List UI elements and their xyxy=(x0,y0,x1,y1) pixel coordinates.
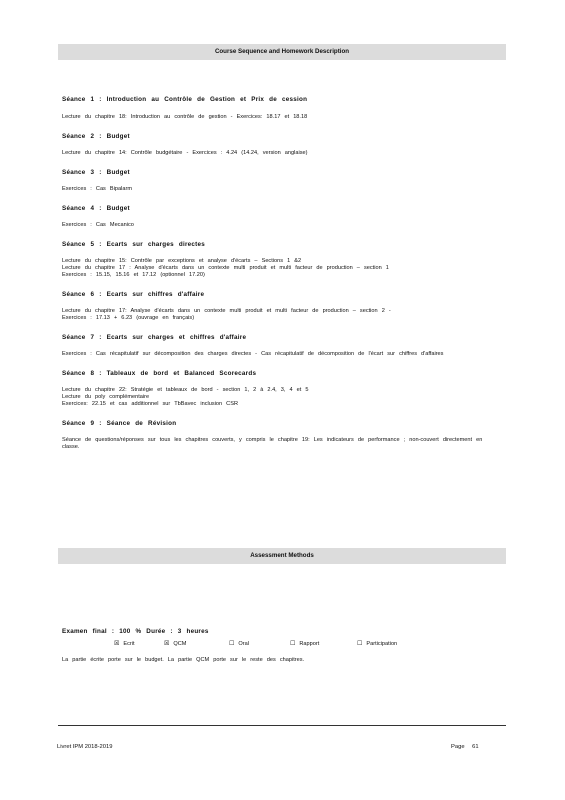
session-title: Séance 1 : Introduction au Contrôle de Gestion et Prix de cession xyxy=(62,96,308,103)
session-list xyxy=(62,96,502,463)
session-line: Lecture du chapitre 17: Analyse d'écarts dans un contexte multi produit et multi facteur de production – section 2 - xyxy=(62,308,391,314)
session-line: Lecture du chapitre 17 : Analyse d'écarts dans un contexte multi produit et multi facteur de production – section 1 xyxy=(62,265,389,271)
session-5 xyxy=(62,241,502,279)
session-line: Lecture du chapitre 15: Contrôle par exceptions et analyse d'écarts – Sections 1 &2 xyxy=(62,258,302,264)
option-ecrit[interactable] xyxy=(114,640,135,647)
checkbox-empty-icon: ☐ xyxy=(357,641,363,647)
exam-options xyxy=(62,640,502,650)
session-line: Exercices : Cas Mecanico xyxy=(62,222,134,228)
option-label: Oral xyxy=(238,641,249,647)
session-line: Exercices : Cas Bipalarm xyxy=(62,186,132,192)
session-line: Lecture du poly complémentaire xyxy=(62,394,150,400)
session-title: Séance 5 : Ecarts sur charges directes xyxy=(62,241,206,248)
session-3 xyxy=(62,169,502,193)
checkbox-empty-icon: ☐ xyxy=(290,641,296,647)
session-9 xyxy=(62,420,502,451)
exam-title: Examen final : 100 % Durée : 3 heures xyxy=(62,628,209,635)
course-sequence-header: Course Sequence and Homework Description xyxy=(58,44,506,60)
checkbox-checked-icon: ☒ xyxy=(114,641,120,647)
session-title: Séance 6 : Ecarts sur chiffres d'affaire xyxy=(62,291,205,298)
session-8 xyxy=(62,370,502,408)
session-6 xyxy=(62,291,502,322)
checkbox-checked-icon: ☒ xyxy=(164,641,170,647)
session-line: Exercices : 17.13 + 6.23 (ouvrage en français) xyxy=(62,315,195,321)
session-line: Lecture du chapitre 14: Contrôle budgétaire - Exercices : 4.24 (14.24, version anglaise) xyxy=(62,150,308,156)
session-title: Séance 9 : Séance de Révision xyxy=(62,420,177,427)
session-title: Séance 7 : Ecarts sur charges et chiffres d'affaire xyxy=(62,334,247,341)
assessment-methods-header: Assessment Methods xyxy=(58,548,506,564)
session-title: Séance 3 : Budget xyxy=(62,169,130,176)
option-rapport[interactable] xyxy=(290,640,319,647)
session-title: Séance 2 : Budget xyxy=(62,133,130,140)
exam-note: La partie écrite porte sur le budget. La partie QCM porte sur le reste des chapitres. xyxy=(62,657,305,663)
option-qcm[interactable] xyxy=(164,640,186,647)
session-line: Séance de questions/réponses sur tous les chapitres couverts, y compris le chapitre 19: Les indicateurs de performance ; non-couvert directement en classe. xyxy=(62,437,483,450)
footer-booklet-title: Livret IPM 2018-2019 xyxy=(57,744,113,750)
option-participation[interactable] xyxy=(357,640,397,647)
session-2 xyxy=(62,133,502,157)
session-line: Lecture du chapitre 18: Introduction au contrôle de gestion - Exercices: 18.17 et 18.18 xyxy=(62,114,308,120)
option-label: Ecrit xyxy=(123,641,135,647)
session-title: Séance 4 : Budget xyxy=(62,205,130,212)
session-4 xyxy=(62,205,502,229)
session-7 xyxy=(62,334,502,358)
option-label: QCM xyxy=(173,641,187,647)
option-oral[interactable] xyxy=(229,640,249,647)
session-title: Séance 8 : Tableaux de bord et Balanced Scorecards xyxy=(62,370,257,377)
session-1 xyxy=(62,96,502,121)
option-label: Rapport xyxy=(299,641,320,647)
assessment-section xyxy=(62,628,502,664)
session-line: Exercices : Cas récapitulatif sur décomposition des charges directes - Cas récapitulatif de décomposition de l'écart sur chiffres d'affaires xyxy=(62,351,444,357)
option-label: Participation xyxy=(366,641,398,647)
session-line: Exercices: 22.15 et cas additionnel sur TbBavec inclusion CSR xyxy=(62,401,238,407)
session-line: Lecture du chapitre 22: Stratégie et tableaux de bord - section 1, 2 à 2.4, 3, 4 et 5 xyxy=(62,387,309,393)
footer-page-number: Page 61 xyxy=(451,744,479,750)
footer-divider xyxy=(58,725,506,726)
session-line: Exercices : 15.15, 15.16 et 17.12 (optionnel 17.20) xyxy=(62,272,205,278)
checkbox-empty-icon: ☐ xyxy=(229,641,235,647)
